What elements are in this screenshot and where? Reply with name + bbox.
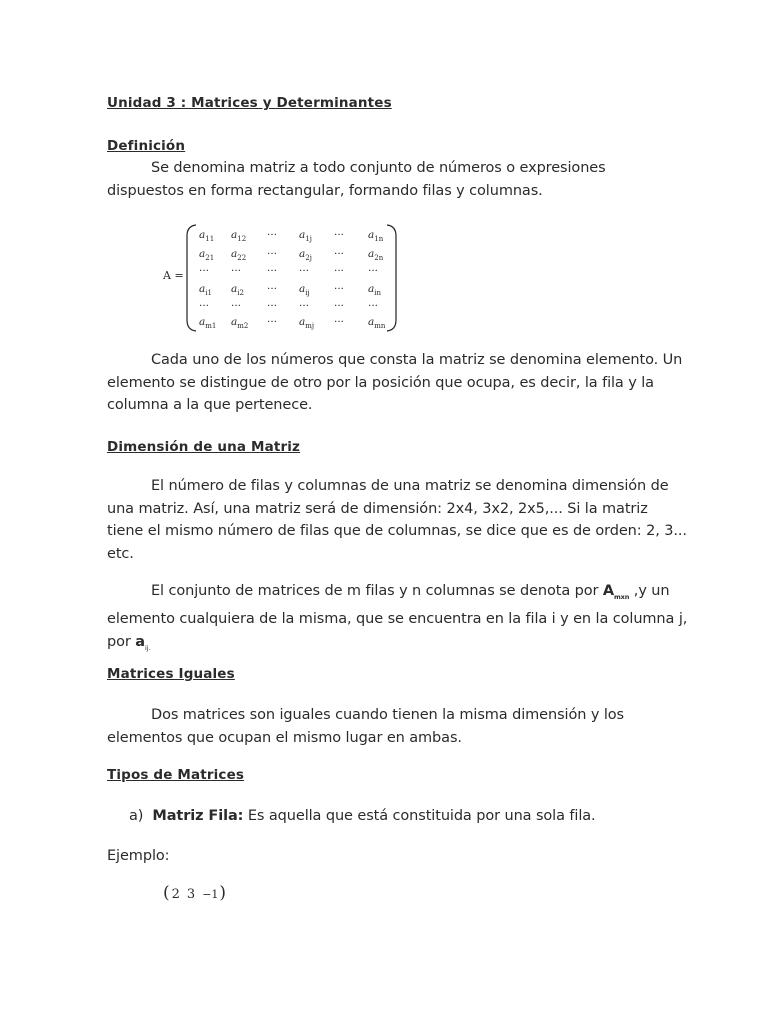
- example-value: 3: [186, 887, 196, 902]
- dimension-text: ,y un: [629, 583, 670, 599]
- elemento-paragraph: [107, 349, 682, 417]
- definicion-heading: Definición: [107, 138, 186, 154]
- example-right-paren: ): [219, 883, 227, 903]
- matrix-element: $a_{2n}$: [368, 248, 384, 263]
- matrix-ellipsis: ···: [334, 283, 345, 295]
- example-value: 2: [171, 887, 180, 902]
- iguales-line: Dos matrices son iguales cuando tienen la misma dimensión y los: [151, 707, 624, 723]
- matrix-element: $a_{in}$: [368, 283, 382, 298]
- dimension-line: elemento cualquiera de la misma, que se encuentra en la fila i y en la columna j,: [107, 611, 688, 628]
- example-row-matrix: [163, 883, 226, 903]
- matrix-ellipsis: ···: [231, 300, 242, 312]
- matrix-left-bracket: [185, 224, 199, 332]
- matrix-ellipsis: ···: [368, 300, 379, 312]
- matrix-element: $a_{m2}$: [231, 316, 249, 331]
- matrix-element: $a_{m1}$: [199, 316, 217, 331]
- matrix-element: $a_{1n}$: [368, 229, 384, 244]
- example-left-paren: (: [163, 883, 170, 903]
- dimension-text: El conjunto de matrices de m filas y n columnas se denota por: [151, 583, 603, 599]
- page-title: Unidad 3 : Matrices y Determinantes: [107, 95, 392, 111]
- dimension-paragraph-1: [107, 475, 687, 565]
- matrix-right-bracket: [384, 224, 398, 332]
- element-symbol: a: [135, 633, 145, 650]
- dimension-line: [107, 580, 687, 608]
- example-value: −1: [202, 888, 219, 901]
- matrix-element: $a_{11}$: [199, 229, 215, 244]
- matrix-element: $a_{22}$: [231, 248, 247, 263]
- matrix-set-subscript: mxn: [614, 592, 630, 601]
- definicion-line: dispuestos en forma rectangular, formando filas y columnas.: [107, 182, 543, 199]
- matrix-element: $a_{21}$: [199, 248, 215, 263]
- dimension-line: El número de filas y columnas de una matriz se denomina dimensión de: [151, 478, 669, 494]
- dimension-heading: Dimensión de una Matriz: [107, 439, 301, 455]
- tipos-item-a: [129, 805, 596, 828]
- matrix-element: $a_{i2}$: [231, 283, 244, 298]
- item-text: Es aquella que está constituida por una sola fila.: [243, 808, 596, 824]
- dimension-line: tiene el mismo número de filas que de columnas, se dice que es de orden: 2, 3...: [107, 523, 687, 539]
- definicion-paragraph: [107, 157, 606, 202]
- elemento-line: columna a la que pertenece.: [107, 397, 313, 413]
- matrix-ellipsis: ···: [334, 248, 345, 260]
- matrix-ellipsis: ···: [334, 300, 345, 312]
- matrix-ellipsis: ···: [267, 229, 278, 241]
- matrix-element: $a_{i1}$: [199, 283, 212, 298]
- item-marker: a): [129, 808, 144, 824]
- matrix-ellipsis: ···: [368, 265, 379, 277]
- matrix-label: A =: [163, 269, 184, 282]
- matrix-ellipsis: ···: [334, 316, 345, 328]
- matrix-ellipsis: ···: [267, 300, 278, 312]
- matrix-ellipsis: ···: [199, 265, 210, 277]
- matrix-ellipsis: ···: [267, 316, 278, 328]
- item-term: Matriz Fila:: [152, 808, 244, 824]
- iguales-paragraph: [107, 704, 624, 749]
- matrix-element: $a_{mj}$: [299, 316, 315, 331]
- matrix-element: $a_{2j}$: [299, 248, 312, 263]
- matrix-ellipsis: ···: [267, 265, 278, 277]
- dimension-line: [107, 631, 687, 659]
- iguales-line: elementos que ocupan el mismo lugar en ambas.: [107, 729, 462, 746]
- definicion-line: Se denomina matriz a todo conjunto de números o expresiones: [151, 160, 606, 176]
- matrix-ellipsis: ···: [299, 265, 310, 277]
- matrix-ellipsis: ···: [299, 300, 310, 312]
- matrix-element: $a_{ij}$: [299, 283, 310, 298]
- dimension-text: por: [107, 633, 136, 650]
- matrix-set-symbol: A: [602, 583, 614, 599]
- dimension-line: etc.: [107, 545, 134, 562]
- matrix-element: $a_{12}$: [231, 229, 247, 244]
- element-subscript: ij.: [144, 643, 151, 652]
- matrix-ellipsis: ···: [231, 265, 242, 277]
- dimension-paragraph-2: [107, 580, 687, 659]
- matrix-ellipsis: ···: [267, 283, 278, 295]
- dimension-line: una matriz. Así, una matriz será de dimensión: 2x4, 3x2, 2x5,... Si la matriz: [107, 500, 648, 517]
- matrix-ellipsis: ···: [267, 248, 278, 260]
- elemento-line: elemento se distingue de otro por la posición que ocupa, es decir, la fila y la: [107, 374, 654, 391]
- matrix-element: $a_{mn}$: [368, 316, 386, 331]
- matrix-element: $a_{1j}$: [299, 229, 312, 244]
- matrix-ellipsis: ···: [334, 229, 345, 241]
- tipos-heading: Tipos de Matrices: [107, 767, 245, 783]
- matrix-ellipsis: ···: [199, 300, 210, 312]
- iguales-heading: Matrices Iguales: [107, 666, 235, 682]
- ejemplo-label: Ejemplo:: [107, 848, 170, 864]
- elemento-line: Cada uno de los números que consta la matriz se denomina elemento. Un: [151, 352, 683, 368]
- matrix-ellipsis: ···: [334, 265, 345, 277]
